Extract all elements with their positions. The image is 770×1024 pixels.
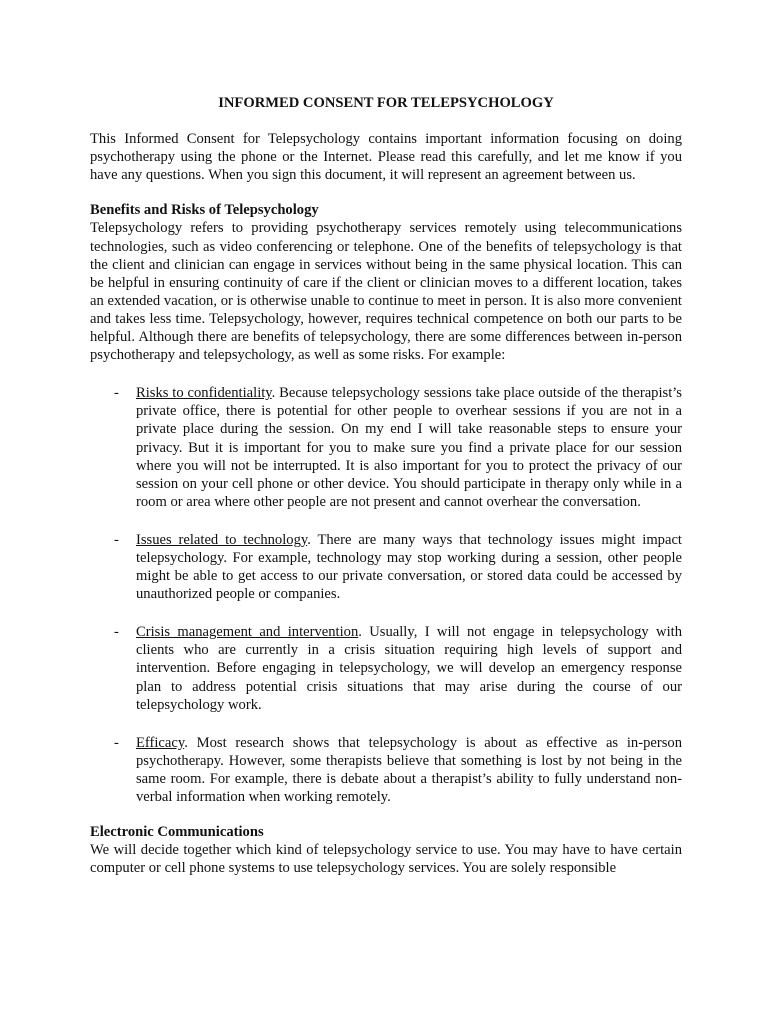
section-heading: Benefits and Risks of Telepsychology <box>90 202 319 219</box>
list-marker: - <box>114 385 119 402</box>
risk-text: . There are many ways that technology issues might impact telepsychology. For example, technology may stop working during a session, other people might be able to get access to our private conversation, or stored data could be accessed by unauthorized people or companies. <box>136 531 682 603</box>
list-item <box>90 623 682 713</box>
section-body: Telepsychology refers to providing psychotherapy services remotely using telecommunications technologies, such as video conferencing or telephone. One of the benefits of telepsychology is that the client and clinician can engage in services without being in the same physical location. This can be helpful in ensuring continuity of care if the client or clinician moves to a different location, takes an extended vacation, or is otherwise unable to continue to meet in person. It is also more convenient and takes less time. Telepsychology, however, requires technical competence on both our parts to be helpful. Although there are benefits of telepsychology, there are some differences between in-person psychotherapy and telepsychology, as well as some risks. For example: <box>90 220 682 364</box>
document-page <box>90 94 682 877</box>
section-body: We will decide together which kind of telepsychology service to use. You may have to have certain computer or cell phone systems to use telepsychology services. You are solely responsible <box>90 842 682 877</box>
list-marker: - <box>114 734 119 751</box>
intro-paragraph: This Informed Consent for Telepsychology contains important information focusing on doing psychotherapy using the phone or the Internet. Please read this carefully, and let me know if you have any questions. When you sign this document, it will represent an agreement between us. <box>90 131 682 184</box>
risk-term: Risks to confidentiality <box>136 385 272 402</box>
risk-list <box>90 384 682 806</box>
risk-text: . Most research shows that telepsychology is about as effective as in-person psychotherapy. However, some therapists believe that something is lost by not being in the same room. For example, there is debate about a therapist’s ability to fully understand non-verbal information when working remotely. <box>136 734 682 805</box>
risk-term: Crisis management and intervention <box>136 624 359 641</box>
list-marker: - <box>114 531 119 548</box>
list-item <box>90 531 682 603</box>
section-electronic-communications <box>90 823 682 877</box>
risk-term: Issues related to technology <box>136 531 308 548</box>
list-marker: - <box>114 624 119 641</box>
list-item <box>90 384 682 511</box>
section-heading: Electronic Communications <box>90 824 264 841</box>
list-item <box>90 734 682 806</box>
risk-text: . Because telepsychology sessions take place outside of the therapist’s private office, there is potential for other people to overhear sessions if you are not in a private place during the session. On my end I will take reasonable steps to ensure your privacy. But it is important for you to make sure you find a private place for our session where you will not be interrupted. It is also important for you to protect the privacy of our session on your cell phone or other device. You should participate in therapy only while in a room or area where other people are not present and cannot overhear the conversation. <box>136 385 682 510</box>
section-benefits-risks <box>90 201 682 806</box>
risk-term: Efficacy <box>136 734 185 751</box>
risk-text: . Usually, I will not engage in telepsychology with clients who are currently in a crisis situation requiring high levels of support and intervention. Before engaging in telepsychology, we will develop an emergency response plan to address potential crisis situations that may arise during the course of our telepsychology work. <box>136 624 682 713</box>
document-title: INFORMED CONSENT FOR TELEPSYCHOLOGY <box>218 95 554 111</box>
